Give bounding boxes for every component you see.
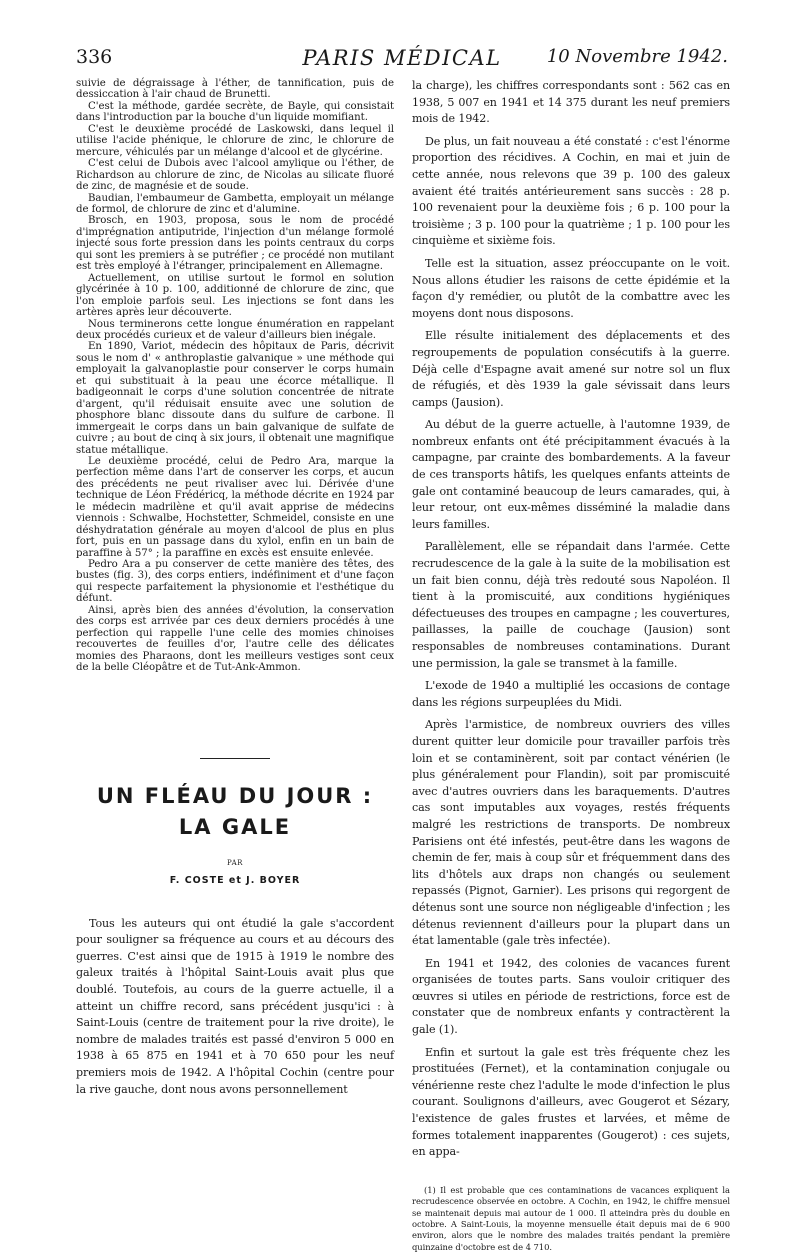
right-paragraph: Enfin et surtout la gale est très fréquente chez les prostituées (Fernet), et la contamination conjugale ou vénérienne reste chez l'adulte le mode d'infection le plus courant. Soulignons d'ailleurs, avec Gougerot et Sézary, l'existence de gales frustes et larvées, et même de formes totalement inapparentes (Gougerot) : ces sujets, en appa- [412,1045,730,1159]
running-header [76,46,728,72]
left-paragraph: Nous terminerons cette longue énumération en rappelant deux procédés curieux et de valeur d'ailleurs bien inégale. [76,318,394,341]
right-paragraph: Au début de la guerre actuelle, à l'automne 1939, de nombreux enfants ont été précipitamment évacués à la campagne, par crainte des bombardements. A la faveur de ces transports hâtifs, les quelques enfants atteints de gale ont contaminé beaucoup de leurs camarades, qui, à leur retour, ont eux-mêmes disséminé la maladie dans leurs familles. [412,418,730,531]
right-paragraph: Après l'armistice, de nombreux ouvriers des villes durent quitter leur domicile pour travailler parfois très loin et se contaminèrent, soit par contact vénérien (le plus généralement pour Flandin), soit par promiscuité avec d'autres ouvriers dans les baraquements. D'autres cas sont imputables aux voyages, restés fréquents malgré les restrictions de transports. De nombreux Parisiens ont été infestés, peut-être dans les wagons de chemin de fer, mais à coup sûr et fréquemment dans des lits d'hôtels aux draps non changés ou seulement repassés (Pignot, Garnier). Les prisons qui regorgent de détenus sont une source non négligeable d'infection ; les détenus reviennent d'ailleurs pour la plupart dans un état lamentable (gale très infectée). [412,718,730,948]
right-column [412,78,730,1253]
left-paragraph: C'est celui de Dubois avec l'alcool amylique ou l'éther, de Richardson au chlorure de zinc, de Nicolas au silicate fluoré de zinc, de magnésie et de soude. [76,158,394,193]
section-divider [200,758,270,759]
journal-title: PARIS MÉDICAL [302,46,502,70]
left-paragraph: Pedro Ara a pu conserver de cette manière des têtes, des bustes (fig. 3), des corps entiers, indéfiniment et d'une façon qui respecte parfaitement la physionomie et l'esthétique du défunt. [76,559,394,605]
page-number: 336 [76,46,113,68]
left-paragraph: Ainsi, après bien des années d'évolution, la conservation des corps est arrivée par ces deux derniers procédés à une perfection qui rappelle l'une celle des momies chinoises recouvertes de feuilles d'or, l'autre celle des délicates momies des Pharaons, dont les meilleurs vestiges sont ceux de la belle Cléopâtre et de Tut-Ank-Ammon. [76,604,394,674]
article-title-line: LA GALE [178,814,292,839]
byline-par: PAR [227,858,243,867]
left-paragraph: Brosch, en 1903, proposa, sous le nom de procédé d'imprégnation antiputride, l'injection d'un mélange formolé injecté sous forte pression dans les points centraux du corps qui sont les premiers à se putréfier ; ce procédé non mutilant est très employé à l'étranger, principalement en Allemagne. [76,215,394,273]
article-paragraph: Tous les auteurs qui ont étudié la gale s'accordent pour souligner sa fréquence au cours et au décours des guerres. C'est ainsi que de 1915 à 1919 le nombre des galeux traités à l'hôpital Saint-Louis avait plus que doublé. Toutefois, au cours de la guerre actuelle, il a atteint un chiffre record, sans précédent jusqu'ici : à Saint-Louis (centre de traitement pour la rive droite), le nombre de malades traités est passé d'environ 5 000 en 1938 à 65 875 en 1941 et à 70 650 pour les neuf premiers mois de 1942. A l'hôpital Cochin (centre pour la rive gauche, dont nous avons personnellement [76,916,394,1096]
issue-date: 10 Novembre 1942. [546,46,728,67]
left-paragraph: suivie de dégraissage à l'éther, de tannification, puis de dessiccation à l'air chaud de Brunetti. [76,78,394,101]
right-paragraph: Elle résulte initialement des déplacements et des regroupements de population consécutifs à la guerre. Déjà celle d'Espagne avait amené sur notre sol un flux de réfugiés, et dès 1939 la gale sévissait dans leurs camps (Jausion). [412,329,730,409]
left-paragraph: C'est le deuxième procédé de Laskowski, dans lequel il utilise l'acide phénique, le chlorure de zinc, le chlorure de mercure, véhiculés par un mélange d'alcool et de glycérine. [76,123,394,158]
right-paragraph: Parallèlement, elle se répandait dans l'armée. Cette recrudescence de la gale à la suite de la mobilisation est un fait bien connu, déjà très redouté sous Napoléon. Il tient à la promiscuité, aux conditions hygiéniques défectueuses des troupes en campagne ; les couvertures, paillasses, la paille de couchage (Jausion) sont responsables de nombreuses contaminations. Durant une permission, la gale se transmet à la famille. [412,540,730,670]
left-paragraph: C'est la méthode, gardée secrète, de Bayle, qui consistait dans l'introduction par la bouche d'un liquide momifiant. [76,100,394,124]
left-paragraph: Actuellement, on utilise surtout le formol en solution glycérinée à 10 p. 100, additionné de chlorure de zinc, que l'on emploie parfois seul. Les injections se font dans les artères après leur découverte. [76,272,394,319]
article-authors: F. COSTE et J. BOYER [169,874,301,886]
left-column [76,78,394,1098]
article-body [76,916,394,1099]
left-paragraph: En 1890, Variot, médecin des hôpitaux de Paris, décrivit sous le nom d' « anthroplastie galvanique » une méthode qui employait la galvanoplastie pour conserver le corps humain et qui substituait à la peau une écorce métallique. Il badigeonnait le corps d'une solution concentrée de nitrate d'argent, qu'il réduisait ensuite avec une solution de phosphore blanc dissoute dans du sulfure de carbone. Il immergeait le corps dans un bain galvanique de sulfate de cuivre ; au bout de cinq à six jours, il obtenait une magnifique statue métallique. [76,341,394,456]
left-paragraph: Baudian, l'embaumeur de Gambetta, employait un mélange de formol, de chlorure de zinc et d'alumine. [76,192,394,215]
right-paragraph: De plus, un fait nouveau a été constaté : c'est l'énorme proportion des récidives. A Cochin, en mai et juin de cette année, nous relevons que 39 p. 100 des galeux avaient été traités antérieurement sans succès : 28 p. 100 revenaient pour la deuxième fois ; 6 p. 100 pour la troisième ; 3 p. 100 pour la quatrième ; 1 p. 100 pour les cinquième et sixième fois. [412,134,730,248]
footnote: (1) Il est probable que ces contaminations de vacances expliquent la recrudescence observée en octobre. A Cochin, en 1942, le chiffre mensuel se maintenait depuis mai autour de 1 000. Il atteindra près du double en octobre. A Saint-Louis, la moyenne mensuelle était depuis mai de 6 900 environ, alors que le nombre des malades traités pendant la première quinzaine d'octobre est de 4 710. [412,1184,730,1252]
right-paragraph: En 1941 et 1942, des colonies de vacances furent organisées de toutes parts. Sans vouloir critiquer des œuvres si utiles en période de restrictions, force est de constater que de nombreux enfants y contractèrent la gale (1). [412,956,730,1037]
right-paragraph: L'exode de 1940 a multiplié les occasions de contage dans les régions surpeuplées du Midi. [412,679,730,709]
right-paragraph: Telle est la situation, assez préoccupante on le voit. Nous allons étudier les raisons de cette épidémie et la façon d'y remédier, ou plutôt de la combattre avec les moyens dont nous disposons. [412,256,730,320]
article-title-line: UN FLÉAU DU JOUR : [96,783,374,808]
article-title [76,781,394,843]
left-paragraph: Le deuxième procédé, celui de Pedro Ara, marque la perfection même dans l'art de conserver les corps, et aucun des précédents ne peut rivaliser avec lui. Dérivée d'une technique de Léon Frédéricq, la méthode décrite en 1924 par le médecin madrilène et qu'il avait apprise de médecins viennois : Schwalbe, Hochstetter, Schmeidel, consiste en une déshydratation générale au moyen d'alcool de plus en plus fort, puis en un passage dans du xylol, enfin en un bain de paraffine à 57° ; la paraffine en excès est ensuite enlevée. [76,455,394,559]
right-paragraph: la charge), les chiffres correspondants sont : 562 cas en 1938, 5 007 en 1941 et 14 375 durant les neuf premiers mois de 1942. [412,79,730,126]
